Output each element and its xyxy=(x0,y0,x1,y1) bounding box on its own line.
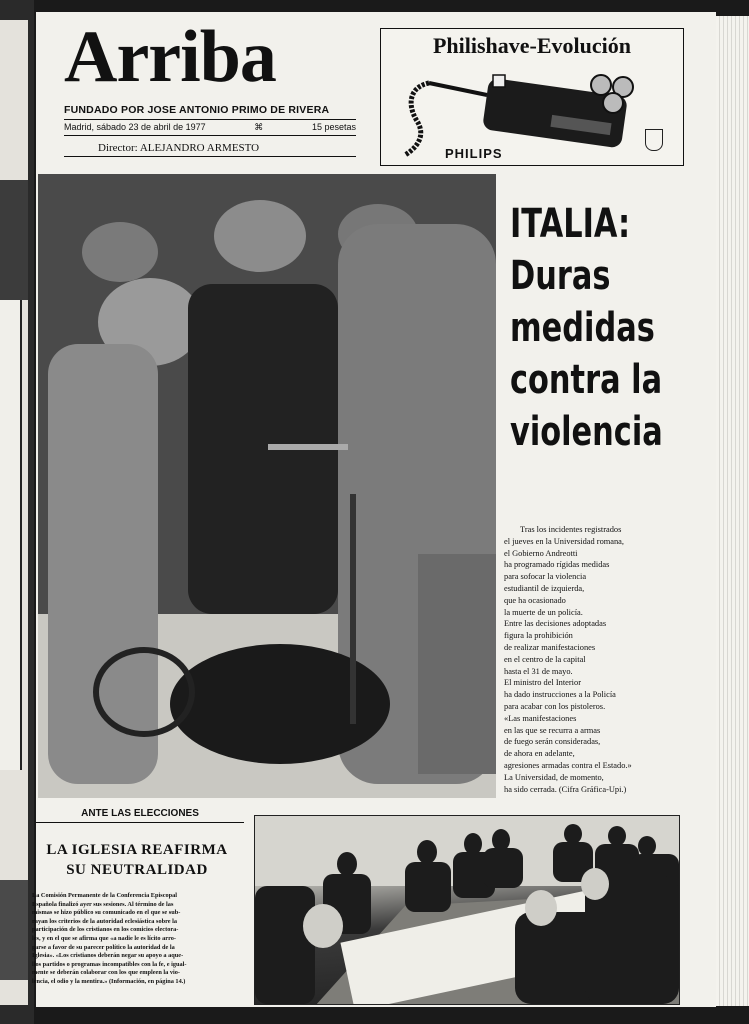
ad-brand: PHILIPS xyxy=(445,146,503,161)
body-line: agresiones armadas contra el Estado.» xyxy=(504,760,632,770)
body-line: ha programado rígidas medidas xyxy=(504,560,610,570)
founder-line: FUNDADO POR JOSE ANTONIO PRIMO DE RIVERA xyxy=(64,104,330,116)
adjacent-page-photo xyxy=(0,880,28,980)
page-stack-edge xyxy=(716,16,749,1006)
director-line: Director: ALEJANDRO ARMESTO xyxy=(64,142,356,157)
body-line: Tras los incidentes registrados xyxy=(520,525,622,534)
issue-date: Madrid, sábado 23 de abril de 1977 xyxy=(64,122,206,132)
bishops-meeting-photo xyxy=(254,815,680,1005)
masthead xyxy=(64,16,356,157)
ad-title: Philishave-Evolución xyxy=(432,33,632,58)
body-line: les, y en el que se afirma que «a nadie le es lícito arro- xyxy=(32,934,176,942)
body-line: llos partidos o programas incompatibles con la fe, e igual- xyxy=(32,960,187,968)
newspaper-front-page xyxy=(32,12,716,1007)
body-line: de ahora en adelante, xyxy=(504,749,575,759)
body-line: Española finalizó ayer sus sesiones. Al término de las xyxy=(32,900,174,908)
body-line: de realizar manifestaciones xyxy=(504,642,596,652)
main-story-body xyxy=(504,524,690,795)
headline-line: violencia xyxy=(510,409,663,455)
headline-line: ITALIA: xyxy=(510,201,631,247)
body-line: lencia, el odio y la mentira.» (Información, en página 14.) xyxy=(32,977,186,985)
body-line: el jueves en la Universidad romana, xyxy=(504,536,624,546)
newspaper-title: Arriba xyxy=(64,16,276,98)
headline-line: Duras xyxy=(510,253,611,299)
headline-line: medidas xyxy=(510,305,655,351)
riot-police-photo-art xyxy=(38,174,496,798)
dateline xyxy=(64,119,356,136)
adjacent-page-column xyxy=(0,300,22,770)
main-headline xyxy=(510,198,708,458)
adjacent-page-strip xyxy=(0,180,28,300)
body-line: participación de los cristianos en los comicios electora- xyxy=(32,926,179,934)
body-line: en el centro de la capital xyxy=(504,654,586,664)
headline-line: contra la xyxy=(510,357,663,403)
body-line: que ha ocasionado xyxy=(504,595,566,605)
body-line: El ministro del Interior xyxy=(504,678,581,688)
body-line: La Universidad, de momento, xyxy=(504,772,604,782)
body-line: mismas se hizo público su comunicado en el que se sub- xyxy=(32,909,181,917)
body-line: en las que se recurra a armas xyxy=(504,725,601,735)
body-line: para sofocar la violencia xyxy=(504,572,587,582)
body-line: ha dado instrucciones a la Policía xyxy=(504,690,616,700)
body-line: hasta el 31 de mayo. xyxy=(504,666,573,676)
electric-shaver-illustration xyxy=(401,65,641,157)
section-label: ANTE LAS ELECCIONES xyxy=(36,808,244,823)
body-line: la muerte de un policía. xyxy=(504,607,583,617)
body-line: Entre las decisiones adoptadas xyxy=(504,619,607,629)
body-line: para acabar con los pistoleros. xyxy=(504,701,606,711)
body-line: La Comisión Permanente de la Conferencia Episcopal xyxy=(32,892,178,899)
body-line: mente se deberán colaborar con los que empleen la vio- xyxy=(32,969,181,977)
body-line: de fuego serán consideradas, xyxy=(504,737,601,747)
body-line: garse a favor de su parecer político la autoridad de la xyxy=(32,943,175,951)
philips-advertisement xyxy=(380,28,684,166)
bishops-meeting-photo-art xyxy=(255,816,679,1004)
separator-mark: ⌘ xyxy=(254,122,264,132)
secondary-headline xyxy=(30,840,244,880)
adjacent-page-edge xyxy=(0,20,28,1005)
headline-line: SU NEUTRALIDAD xyxy=(66,862,208,878)
secondary-story-body xyxy=(32,892,244,987)
body-line: Iglesia». «Los cristianos deberán negar su apoyo a aque- xyxy=(32,952,184,960)
body-line: estudiantil de izquierda, xyxy=(504,583,585,593)
body-line: el Gobierno Andreotti xyxy=(504,548,578,558)
body-line: figura la prohibición xyxy=(504,631,573,641)
body-line: ha sido cerrada. (Cifra Gráfica-Upi.) xyxy=(504,784,627,794)
issue-price: 15 pesetas xyxy=(311,122,356,132)
body-line: «Las manifestaciones xyxy=(504,713,577,723)
philips-shield-logo xyxy=(645,129,663,151)
riot-police-photo xyxy=(38,174,496,798)
headline-line: LA IGLESIA REAFIRMA xyxy=(46,842,228,858)
body-line: rayan los criterios de la autoridad eclesiástica sobre la xyxy=(32,917,178,925)
